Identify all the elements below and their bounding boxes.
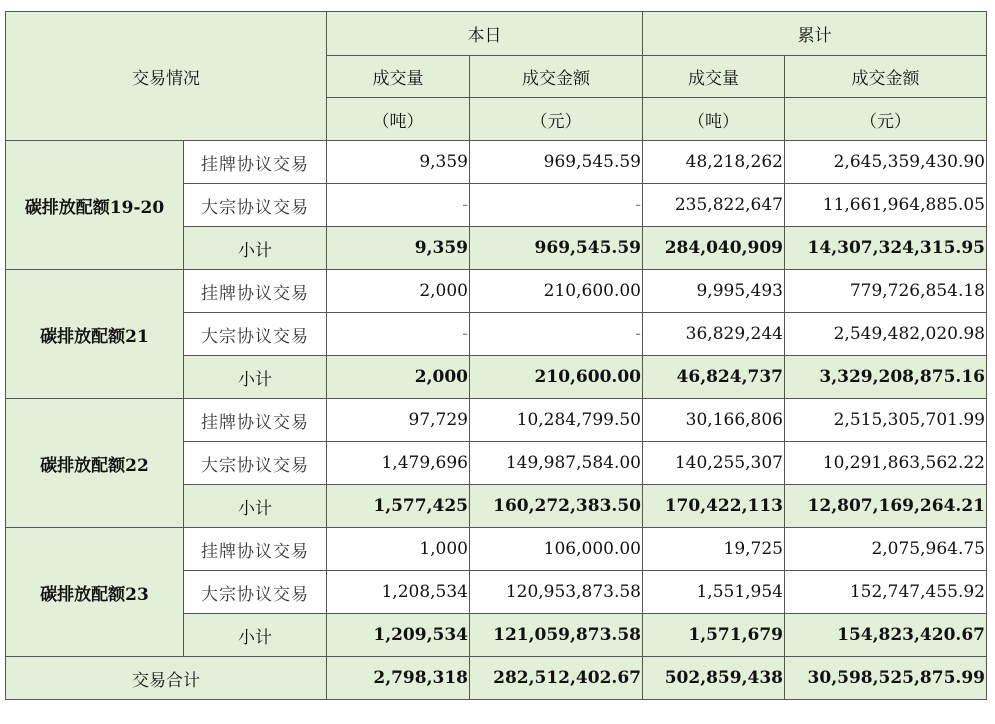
cell-today-volume: 1,209,534 (327, 614, 470, 657)
group-name: 碳排放配额19-20 (6, 141, 184, 270)
cell-today-amount: 106,000.00 (470, 528, 643, 571)
cell-today-amount: - (470, 184, 643, 227)
cell-cum-amount: 2,645,359,430.90 (785, 141, 987, 184)
total-today-volume: 2,798,318 (327, 657, 470, 700)
cell-today-volume: 2,000 (327, 270, 470, 313)
cell-today-amount: 969,545.59 (470, 141, 643, 184)
cell-today-volume: 1,479,696 (327, 442, 470, 485)
cell-today-amount: 10,284,799.50 (470, 399, 643, 442)
cell-cum-volume: 19,725 (643, 528, 785, 571)
cell-cum-amount: 12,807,169,264.21 (785, 485, 987, 528)
header-today-amount: 成交金额 (470, 56, 643, 98)
cell-cum-volume: 1,571,679 (643, 614, 785, 657)
cell-today-volume: - (327, 184, 470, 227)
cell-today-amount: 121,059,873.58 (470, 614, 643, 657)
cell-today-volume: 1,000 (327, 528, 470, 571)
header-today-volume-unit: （吨） (327, 98, 470, 141)
header-cumulative: 累计 (643, 12, 987, 56)
subtotal-label: 小计 (184, 356, 327, 399)
subtotal-label: 小计 (184, 227, 327, 270)
cell-cum-amount: 2,549,482,020.98 (785, 313, 987, 356)
cell-today-amount: 120,953,873.58 (470, 571, 643, 614)
cell-cum-volume: 30,166,806 (643, 399, 785, 442)
table-row (6, 528, 987, 571)
header-today-volume: 成交量 (327, 56, 470, 98)
trade-type: 挂牌协议交易 (184, 270, 327, 313)
cell-today-volume: 1,208,534 (327, 571, 470, 614)
header-today: 本日 (327, 12, 643, 56)
header-cum-volume: 成交量 (643, 56, 785, 98)
header-cum-amount-unit: （元） (785, 98, 987, 141)
table-row (6, 141, 987, 184)
cell-cum-amount: 11,661,964,885.05 (785, 184, 987, 227)
group-name: 碳排放配额21 (6, 270, 184, 399)
cell-cum-volume: 170,422,113 (643, 485, 785, 528)
cell-cum-volume: 46,824,737 (643, 356, 785, 399)
group-name: 碳排放配额22 (6, 399, 184, 528)
subtotal-label: 小计 (184, 485, 327, 528)
cell-today-volume: - (327, 313, 470, 356)
cell-cum-amount: 3,329,208,875.16 (785, 356, 987, 399)
total-cum-volume: 502,859,438 (643, 657, 785, 700)
cell-today-amount: 210,600.00 (470, 356, 643, 399)
trade-type: 挂牌协议交易 (184, 528, 327, 571)
cell-today-amount: 149,987,584.00 (470, 442, 643, 485)
cell-cum-volume: 9,995,493 (643, 270, 785, 313)
cell-today-volume: 9,359 (327, 227, 470, 270)
trade-type: 挂牌协议交易 (184, 399, 327, 442)
header-cum-amount: 成交金额 (785, 56, 987, 98)
cell-today-amount: 210,600.00 (470, 270, 643, 313)
table-row (6, 399, 987, 442)
header-trade-info: 交易情况 (6, 12, 327, 141)
cell-cum-volume: 140,255,307 (643, 442, 785, 485)
cell-cum-volume: 48,218,262 (643, 141, 785, 184)
trade-type: 大宗协议交易 (184, 442, 327, 485)
trade-type: 挂牌协议交易 (184, 141, 327, 184)
cell-cum-amount: 2,515,305,701.99 (785, 399, 987, 442)
trade-summary-table-container (5, 11, 987, 700)
cell-today-amount: 160,272,383.50 (470, 485, 643, 528)
cell-today-amount: 969,545.59 (470, 227, 643, 270)
trade-type: 大宗协议交易 (184, 184, 327, 227)
header-cum-volume-unit: （吨） (643, 98, 785, 141)
cell-today-volume: 97,729 (327, 399, 470, 442)
cell-cum-volume: 235,822,647 (643, 184, 785, 227)
cell-cum-amount: 14,307,324,315.95 (785, 227, 987, 270)
cell-cum-amount: 2,075,964.75 (785, 528, 987, 571)
trade-type: 大宗协议交易 (184, 571, 327, 614)
header-today-amount-unit: （元） (470, 98, 643, 141)
table-row (6, 270, 987, 313)
cell-today-volume: 1,577,425 (327, 485, 470, 528)
cell-cum-amount: 154,823,420.67 (785, 614, 987, 657)
group-name: 碳排放配额23 (6, 528, 184, 657)
cell-today-volume: 9,359 (327, 141, 470, 184)
subtotal-label: 小计 (184, 614, 327, 657)
trade-summary-table (5, 11, 987, 700)
cell-today-amount: - (470, 313, 643, 356)
cell-today-volume: 2,000 (327, 356, 470, 399)
total-row (6, 657, 987, 700)
cell-cum-volume: 1,551,954 (643, 571, 785, 614)
cell-cum-amount: 152,747,455.92 (785, 571, 987, 614)
cell-cum-amount: 779,726,854.18 (785, 270, 987, 313)
trade-type: 大宗协议交易 (184, 313, 327, 356)
cell-cum-volume: 36,829,244 (643, 313, 785, 356)
total-label: 交易合计 (6, 657, 327, 700)
total-today-amount: 282,512,402.67 (470, 657, 643, 700)
cell-cum-amount: 10,291,863,562.22 (785, 442, 987, 485)
total-cum-amount: 30,598,525,875.99 (785, 657, 987, 700)
cell-cum-volume: 284,040,909 (643, 227, 785, 270)
